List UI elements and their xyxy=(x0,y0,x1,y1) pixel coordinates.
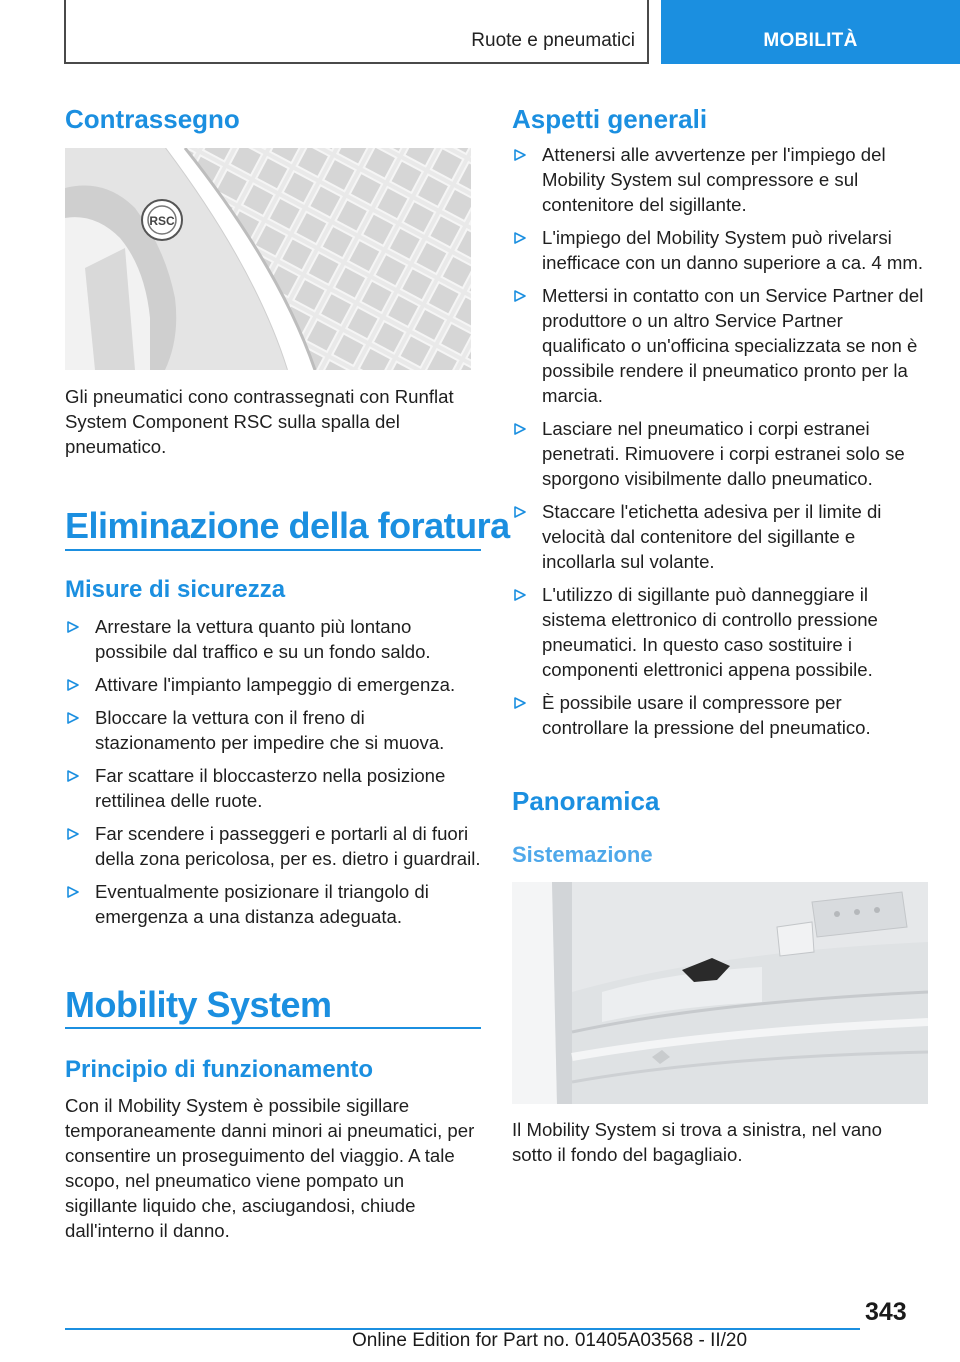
triangle-right-outline-icon xyxy=(66,769,80,783)
aspetti-heading: Aspetti generali xyxy=(512,104,708,134)
list-item xyxy=(512,582,928,682)
contrassegno-paragraph: Gli pneumatici cono contrassegnati con Runflat System Component RSC sulla spalla del pneumatico. xyxy=(65,386,454,457)
list-item xyxy=(512,416,928,491)
aspetti-list xyxy=(512,142,928,748)
trunk-illustration xyxy=(512,882,928,1104)
triangle-right-outline-icon xyxy=(513,505,527,519)
triangle-right-outline-icon xyxy=(513,422,527,436)
list-item-text: Attivare l'impianto lampeggio di emergenza. xyxy=(95,674,456,695)
tire-marking-image xyxy=(65,148,471,370)
list-item xyxy=(512,499,928,574)
list-item-text: Arrestare la vettura quanto più lontano possibile dal traffico e su un fondo saldo. xyxy=(95,616,431,662)
header-chapter-tab xyxy=(661,0,960,64)
list-item xyxy=(65,614,481,664)
footer-edition-text xyxy=(352,1330,747,1352)
mobility-system-heading: Mobility System xyxy=(65,984,332,1025)
list-item xyxy=(512,142,928,217)
section-rule xyxy=(65,549,481,551)
sistemazione-heading: Sistemazione xyxy=(512,842,653,867)
triangle-right-outline-icon xyxy=(66,620,80,634)
triangle-right-outline-icon xyxy=(513,231,527,245)
list-item-text: Far scendere i passeggeri e portarli al di fuori della zona pericolosa, per es. dietro i guardrail. xyxy=(95,823,481,869)
triangle-right-outline-icon xyxy=(513,148,527,162)
list-item xyxy=(512,225,928,275)
sistemazione-paragraph: Il Mobility System si trova a sinistra, nel vano sotto il fondo del bagagliaio. xyxy=(512,1119,882,1165)
list-item-text: L'impiego del Mobility System può rivelarsi inefficace con un danno superiore a ca. 4 mm. xyxy=(542,227,924,273)
triangle-right-outline-icon xyxy=(66,885,80,899)
list-item-text: Lasciare nel pneumatico i corpi estranei penetrati. Rimuovere i corpi estranei solo se sporgono visibilmente dallo pneumatico. xyxy=(542,418,905,489)
triangle-right-outline-icon xyxy=(66,827,80,841)
list-item xyxy=(65,672,481,697)
list-item-text: Bloccare la vettura con il freno di stazionamento per impedire che si muova. xyxy=(95,707,445,753)
tire-illustration xyxy=(65,148,471,370)
panoramica-heading: Panoramica xyxy=(512,786,660,816)
principio-paragraph: Con il Mobility System è possibile sigillare temporaneamente danni minori ai pneumatici, per consentire un proseguimento del viaggio. A tale scopo, nel pneumatico viene pompato un sigillante liquido che, asciugandosi, chiude dall'interno il danno. xyxy=(65,1095,475,1241)
header-section-title: Ruote e pneumatici xyxy=(471,30,635,51)
misure-list xyxy=(65,614,481,937)
list-item-text: È possibile usare il compressore per controllare la pressione del pneumatico. xyxy=(542,692,871,738)
svg-text:RSC: RSC xyxy=(149,214,175,228)
footer-edition-label: Online Edition for Part no. 01405A03568 - II/20 xyxy=(352,1330,748,1351)
triangle-right-outline-icon xyxy=(66,711,80,725)
triangle-right-outline-icon xyxy=(513,588,527,602)
list-item xyxy=(65,821,481,871)
trunk-image xyxy=(512,882,928,1104)
section-rule xyxy=(65,1027,481,1029)
principio-heading: Principio di funzionamento xyxy=(65,1056,373,1083)
misure-heading: Misure di sicurezza xyxy=(65,576,286,603)
list-item-text: Far scattare il bloccasterzo nella posizione rettilinea delle ruote. xyxy=(95,765,446,811)
list-item xyxy=(65,763,481,813)
list-item xyxy=(65,705,481,755)
list-item-text: L'utilizzo di sigillante può danneggiare il sistema elettronico di controllo pressione pneumatici. In questo caso sostituire i componenti elettronici appena possibile. xyxy=(542,584,878,680)
list-item-text: Staccare l'etichetta adesiva per il limite di velocità dal contenitore del sigillante e incollarla sul volante. xyxy=(542,501,882,572)
list-item-text: Eventualmente posizionare il triangolo di emergenza a una distanza adeguata. xyxy=(95,881,429,927)
list-item xyxy=(512,283,928,408)
header-section-box xyxy=(64,0,649,64)
list-item xyxy=(65,879,481,929)
triangle-right-outline-icon xyxy=(513,696,527,710)
contrassegno-heading: Contrassegno xyxy=(65,104,240,134)
eliminazione-heading: Eliminazione della foratura xyxy=(65,505,510,546)
page-number: 343 xyxy=(865,1298,907,1326)
triangle-right-outline-icon xyxy=(66,678,80,692)
list-item xyxy=(512,690,928,740)
triangle-right-outline-icon xyxy=(513,289,527,303)
list-item-text: Mettersi in contatto con un Service Partner del produttore o un altro Service Partner qualificato o un'officina specializzata se non è possibile rendere il pneumatico pronto per la marcia. xyxy=(542,285,924,406)
list-item-text: Attenersi alle avvertenze per l'impiego del Mobility System sul compressore e sul contenitore del sigillante. xyxy=(542,144,886,215)
header-chapter-label: MOBILITÀ xyxy=(763,30,858,51)
